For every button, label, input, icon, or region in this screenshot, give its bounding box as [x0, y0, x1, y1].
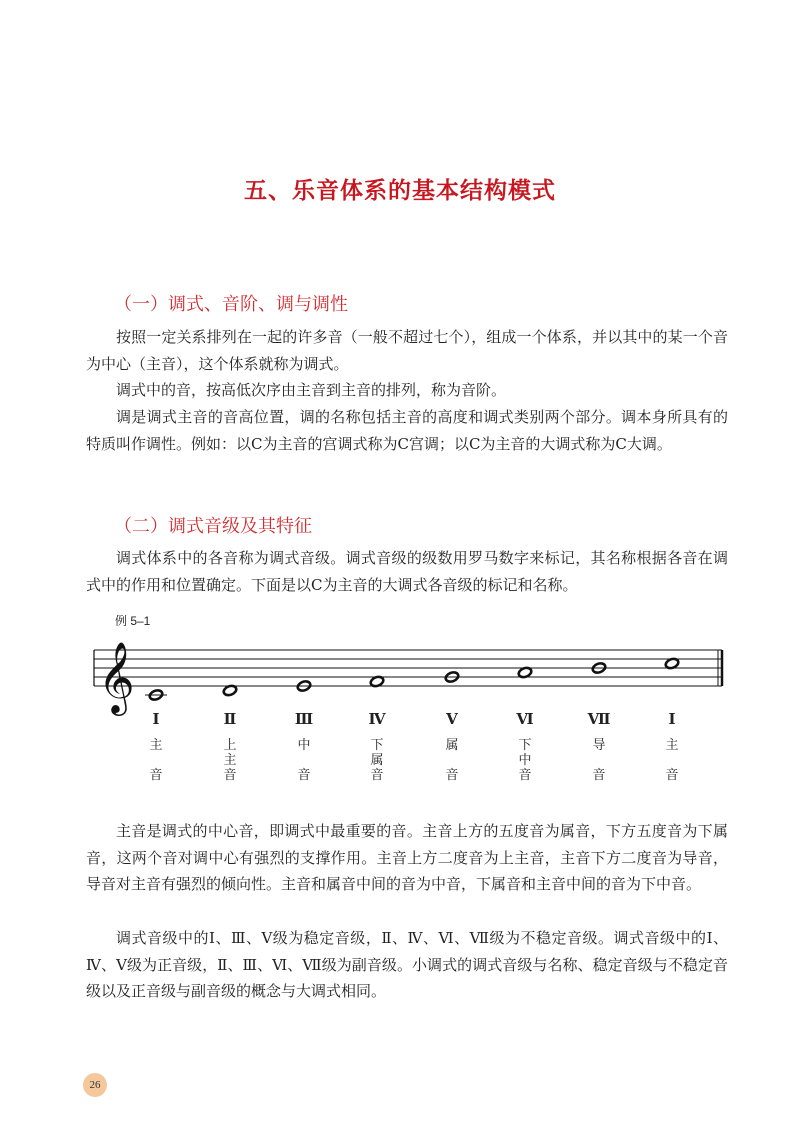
scale-degree-numeral: Ⅳ — [368, 712, 386, 728]
scale-degree-name-top: 属 — [445, 738, 459, 753]
section-heading-2: （二）调式音级及其特征 — [114, 516, 312, 537]
scale-degree-name — [365, 738, 389, 783]
scale-degree-numeral: Ⅰ — [668, 712, 676, 728]
scale-degree-numeral: Ⅰ — [152, 712, 160, 728]
scale-degree-name-bottom: 音 — [297, 768, 311, 783]
scale-degree-name-top: 下 属 — [370, 738, 384, 768]
scale-degree-numeral: Ⅱ — [223, 712, 237, 728]
paragraph: 主音是调式的中心音，即调式中最重要的音。主音上方的五度音为属音，下方五度音为下属音，这两个音对调中心有强烈的支撑作用。主音上方二度音为上主音，主音下方二度音为导音，导音对主音有强烈的倾向性。主音和属音中间的音为中音，下属音和主音中间的音为下中音。 — [86, 822, 728, 893]
page-number: 26 — [83, 1073, 107, 1097]
paragraph: 按照一定关系排列在一起的许多音（一般不超过七个），组成一个体系，并以其中的某一个音为中心（主音），这个体系就称为调式。 — [86, 328, 728, 373]
paragraph: 调式中的音，按高低次序由主音到主音的排列，称为音阶。 — [116, 381, 507, 399]
scale-degree-name-bottom: 音 — [370, 768, 384, 783]
scale-degree-name-top: 下 中 — [518, 738, 532, 768]
scale-degree-name-top: 中 — [297, 738, 311, 753]
scale-degree-name — [292, 738, 316, 783]
scale-degree-name-bottom: 音 — [665, 768, 679, 783]
scale-degree-name-top: 导 — [592, 738, 606, 753]
scale-degree-name — [144, 738, 168, 783]
scale-degree-numeral: Ⅴ — [446, 712, 458, 728]
scale-degree-name — [440, 738, 464, 783]
scale-degree-numeral: Ⅶ — [587, 712, 611, 728]
example-label: 例 5–1 — [115, 614, 151, 628]
scale-degree-name-bottom: 音 — [223, 768, 237, 783]
scale-degree-name-top: 主 — [665, 738, 679, 753]
scale-degree-numeral: Ⅲ — [294, 712, 314, 728]
scale-degree-name-bottom: 音 — [445, 768, 459, 783]
paragraph: 调式音级中的Ⅰ、Ⅲ、Ⅴ级为稳定音级，Ⅱ、Ⅳ、Ⅵ、Ⅶ级为不稳定音级。调式音级中的Ⅰ、Ⅳ、Ⅴ级为正音级，Ⅱ、Ⅲ、Ⅵ、Ⅶ级为副音级。小调式的调式音级与名称、稳定音级与不稳定音级以及正音级与副音级的概念与大调式相同。 — [86, 929, 728, 1000]
scale-degree-name — [660, 738, 684, 783]
scale-degree-name-bottom: 音 — [518, 768, 532, 783]
treble-clef-icon: 𝄞 — [98, 640, 135, 713]
scale-degree-name — [513, 738, 537, 783]
chapter-title: 五、乐音体系的基本结构模式 — [244, 178, 556, 204]
scale-degree-name — [218, 738, 242, 783]
scale-degree-name-top: 主 — [149, 738, 163, 753]
scale-degree-name-bottom: 音 — [592, 768, 606, 783]
paragraph: 调式体系中的各音称为调式音级。调式音级的级数用罗马数字来标记，其名称根据各音在调式中的作用和位置确定。下面是以C为主音的大调式各音级的标记和名称。 — [86, 549, 728, 594]
paragraph: 调是调式主音的音高位置，调的名称包括主音的高度和调式类别两个部分。调本身所具有的特质叫作调性。例如：以C为主音的宫调式称为C宫调；以C为主音的大调式称为C大调。 — [86, 408, 728, 453]
scale-degree-name-bottom: 音 — [149, 768, 163, 783]
section-heading-1: （一）调式、音阶、调与调性 — [114, 294, 348, 315]
scale-degree-name-top: 上 主 — [223, 738, 237, 768]
scale-degree-numeral: Ⅵ — [516, 712, 534, 728]
scale-degree-name — [587, 738, 611, 783]
